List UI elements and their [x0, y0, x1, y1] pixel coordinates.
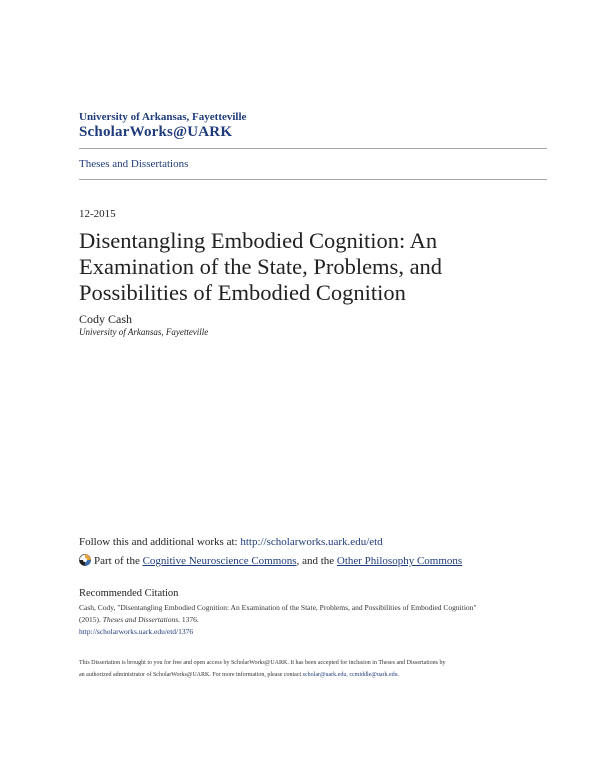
citation-number: . 1376. [178, 615, 199, 624]
part-of-line [79, 554, 462, 567]
repository-name[interactable]: ScholarWorks@UARK [79, 124, 233, 140]
bottom-divider [79, 179, 547, 180]
recommended-citation-heading: Recommended Citation [79, 588, 179, 599]
etd-url-link[interactable]: http://scholarworks.uark.edu/etd [240, 536, 383, 548]
citation-line-2 [79, 614, 549, 626]
citation-line-1: Cash, Cody, "Disentangling Embodied Cognition: An Examination of the State, Problems, and Possibilities of Embodied Cognition" [79, 603, 477, 612]
title-line-3: Possibilities of Embodied Cognition [79, 280, 406, 305]
citation-url-link[interactable]: http://scholarworks.uark.edu/etd/1376 [79, 627, 194, 636]
author-name: Cody Cash [79, 312, 133, 326]
part-of-middle: , and the [296, 555, 337, 567]
title-line-2: Examination of the State, Problems, and [79, 254, 443, 279]
top-divider [79, 148, 547, 149]
collection-link[interactable]: Theses and Dissertations [79, 158, 189, 170]
footer-contact-text: an authorized administrator of ScholarWorks@UARK. For more information, please contact [79, 672, 303, 678]
institution-name: University of Arkansas, Fayetteville [79, 111, 247, 123]
footer-line-2 [79, 669, 549, 681]
other-philosophy-commons-link[interactable]: Other Philosophy Commons [336, 555, 463, 567]
follow-text: Follow this and additional works at: [79, 536, 241, 548]
creative-commons-icon [79, 554, 91, 566]
title-line-1: Disentangling Embodied Cognition: An [79, 228, 438, 253]
footer-period: . [397, 672, 400, 678]
footer-line-1: This Dissertation is brought to you for free and open access by ScholarWorks@UARK. It has been accepted for inclusion in Theses and Dissertations by [79, 660, 446, 666]
contact-email-links[interactable]: scholar@uark.edu, ccmiddle@uark.edu [302, 672, 398, 678]
citation-year: (2015). [79, 615, 103, 624]
part-of-prefix: Part of the [94, 555, 143, 567]
citation-series: Theses and Dissertations [102, 615, 179, 624]
publication-date: 12-2015 [79, 208, 116, 220]
footer-notice [79, 657, 549, 681]
citation-text [79, 602, 549, 638]
document-title [79, 228, 479, 306]
author-affiliation: University of Arkansas, Fayetteville [79, 327, 209, 337]
cognitive-neuroscience-commons-link[interactable]: Cognitive Neuroscience Commons [142, 555, 297, 567]
follow-line [79, 536, 383, 548]
